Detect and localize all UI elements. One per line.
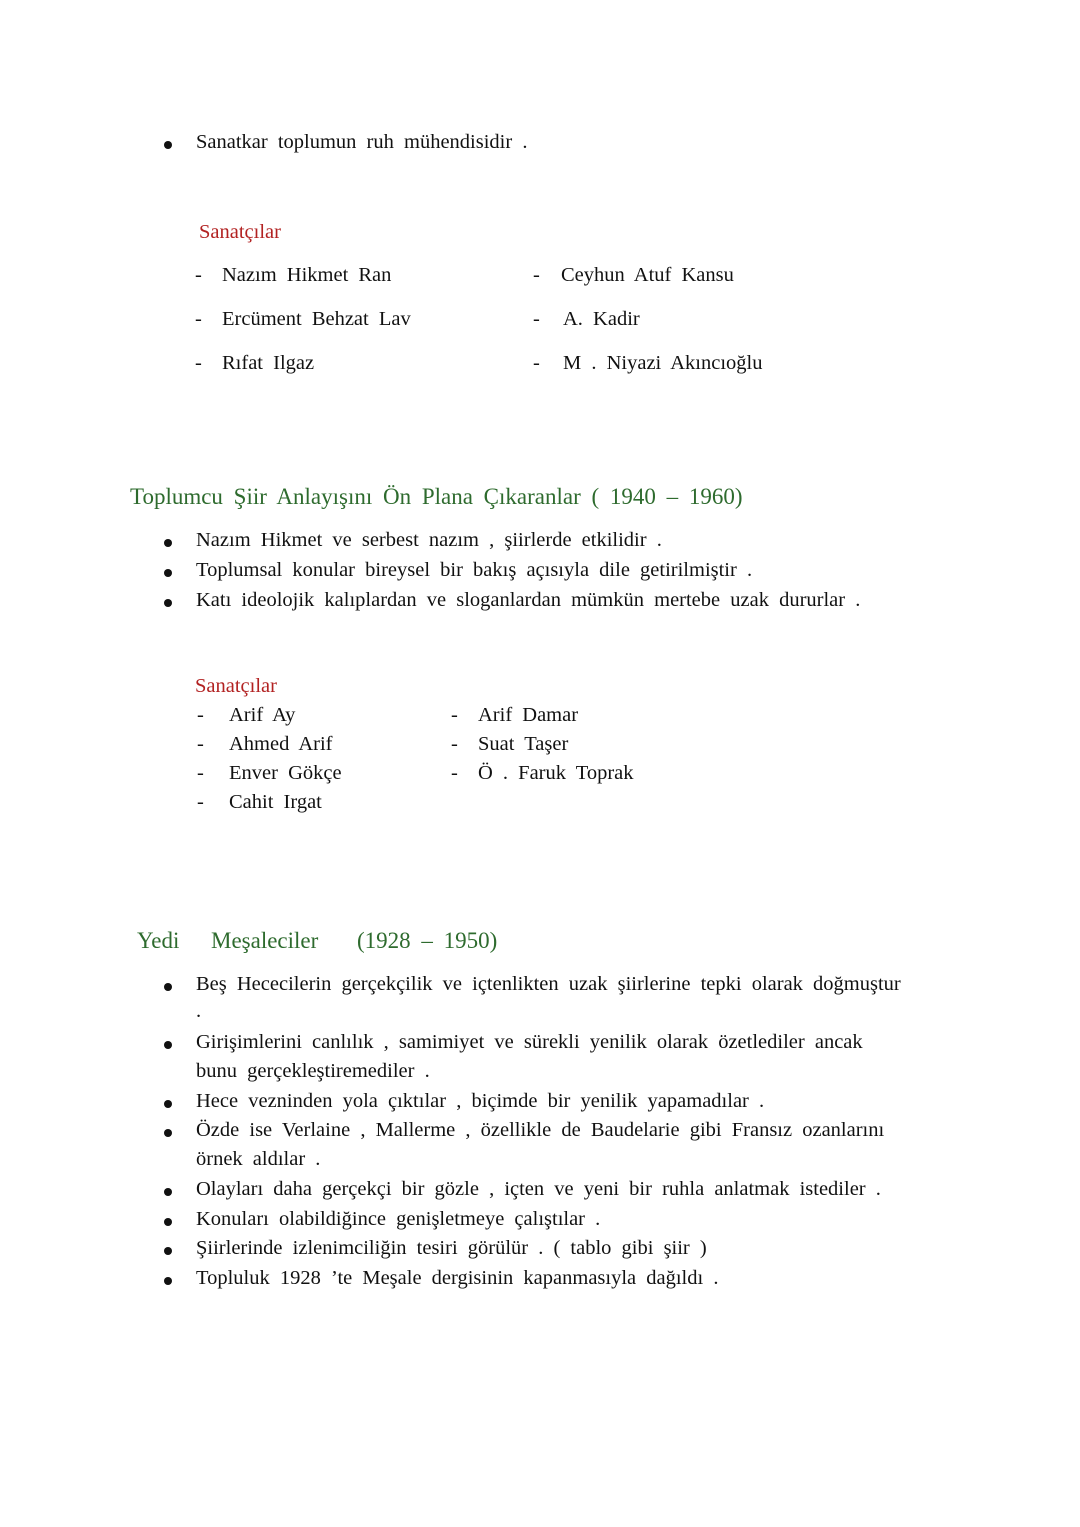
artist-name: Enver Gökçe	[229, 762, 342, 784]
artist-name: Ceyhun Atuf Kansu	[561, 264, 734, 286]
artist-name: Rıfat Ilgaz	[222, 352, 315, 374]
bullet-dot	[164, 1218, 172, 1226]
bullet-dot	[164, 983, 172, 991]
artist-name: Arif Ay	[229, 704, 296, 726]
section-title-toplumcu: Toplumcu Şiir Anlayışını Ön Plana Çıkaranlar ( 1940 – 1960)	[130, 484, 743, 509]
bullet-text-continued: örnek aldılar .	[196, 1148, 321, 1170]
bullet-text: Konuları olabildiğince genişletmeye çalıştılar .	[196, 1208, 601, 1230]
artist-name: Ö . Faruk Toprak	[478, 762, 634, 784]
artist-name: Arif Damar	[478, 704, 579, 726]
artist-name: Nazım Hikmet Ran	[222, 264, 392, 286]
bullet-text: Şiirlerinde izlenimciliğin tesiri görülür . ( tablo gibi şiir )	[196, 1237, 707, 1259]
bullet-text: Nazım Hikmet ve serbest nazım , şiirlerde etkilidir .	[196, 529, 662, 551]
dash: -	[195, 264, 202, 286]
bullet-dot	[164, 1100, 172, 1108]
artist-name: Ercüment Behzat Lav	[222, 308, 411, 330]
bullet-dot	[164, 1277, 172, 1285]
bullet-text: Topluluk 1928 ’te Meşale dergisinin kapanmasıyla dağıldı .	[196, 1267, 719, 1289]
section-title-yedi: Yedi	[137, 928, 180, 953]
bullet-dot	[164, 539, 172, 547]
dash: -	[197, 791, 204, 813]
bullet-dot	[164, 141, 172, 149]
dash: -	[533, 308, 540, 330]
bullet-dot	[164, 1041, 172, 1049]
bullet-text: Katı ideolojik kalıplardan ve sloganlardan mümkün mertebe uzak dururlar .	[196, 589, 861, 611]
dash: -	[195, 352, 202, 374]
artist-name: Ahmed Arif	[229, 733, 333, 755]
artist-name: Suat Taşer	[478, 733, 569, 755]
bullet-dot	[164, 1247, 172, 1255]
dash: -	[451, 733, 458, 755]
dash: -	[197, 762, 204, 784]
dash: -	[197, 733, 204, 755]
dash: -	[195, 308, 202, 330]
bullet-dot	[164, 1188, 172, 1196]
artist-name: A. Kadir	[563, 308, 640, 330]
section-title-years: (1928 – 1950)	[357, 928, 498, 953]
bullet-text: Toplumsal konular bireysel bir bakış açısıyla dile getirilmiştir .	[196, 559, 753, 581]
bullet-dot	[164, 1129, 172, 1137]
stray-period: .	[196, 1000, 202, 1022]
artists-label-1: Sanatçılar	[199, 221, 281, 243]
dash: -	[533, 352, 540, 374]
dash: -	[533, 264, 540, 286]
bullet-text: Hece vezninden yola çıktılar , biçimde bir yenilik yapamadılar .	[196, 1090, 765, 1112]
bullet-text-continued: bunu gerçekleştiremediler .	[196, 1060, 430, 1082]
bullet-text: Beş Hececilerin gerçekçilik ve içtenlikten uzak şiirlerine tepki olarak doğmuştur	[196, 973, 901, 995]
dash: -	[451, 762, 458, 784]
bullet-text: Olayları daha gerçekçi bir gözle , içten ve yeni bir ruhla anlatmak istediler .	[196, 1178, 881, 1200]
bullet-text: Girişimlerini canlılık , samimiyet ve sürekli yenilik olarak özetlediler ancak	[196, 1031, 863, 1053]
artist-name: M . Niyazi Akıncıoğlu	[563, 352, 763, 374]
bullet-dot	[164, 599, 172, 607]
dash: -	[197, 704, 204, 726]
artists-label-2: Sanatçılar	[195, 675, 277, 697]
bullet-text: Özde ise Verlaine , Mallerme , özellikle de Baudelarie gibi Fransız ozanlarını	[196, 1119, 885, 1141]
intro-statement: Sanatkar toplumun ruh mühendisidir .	[196, 131, 528, 153]
dash: -	[451, 704, 458, 726]
bullet-dot	[164, 569, 172, 577]
artist-name: Cahit Irgat	[229, 791, 322, 813]
section-title-mesaleciler: Meşaleciler	[211, 928, 319, 953]
